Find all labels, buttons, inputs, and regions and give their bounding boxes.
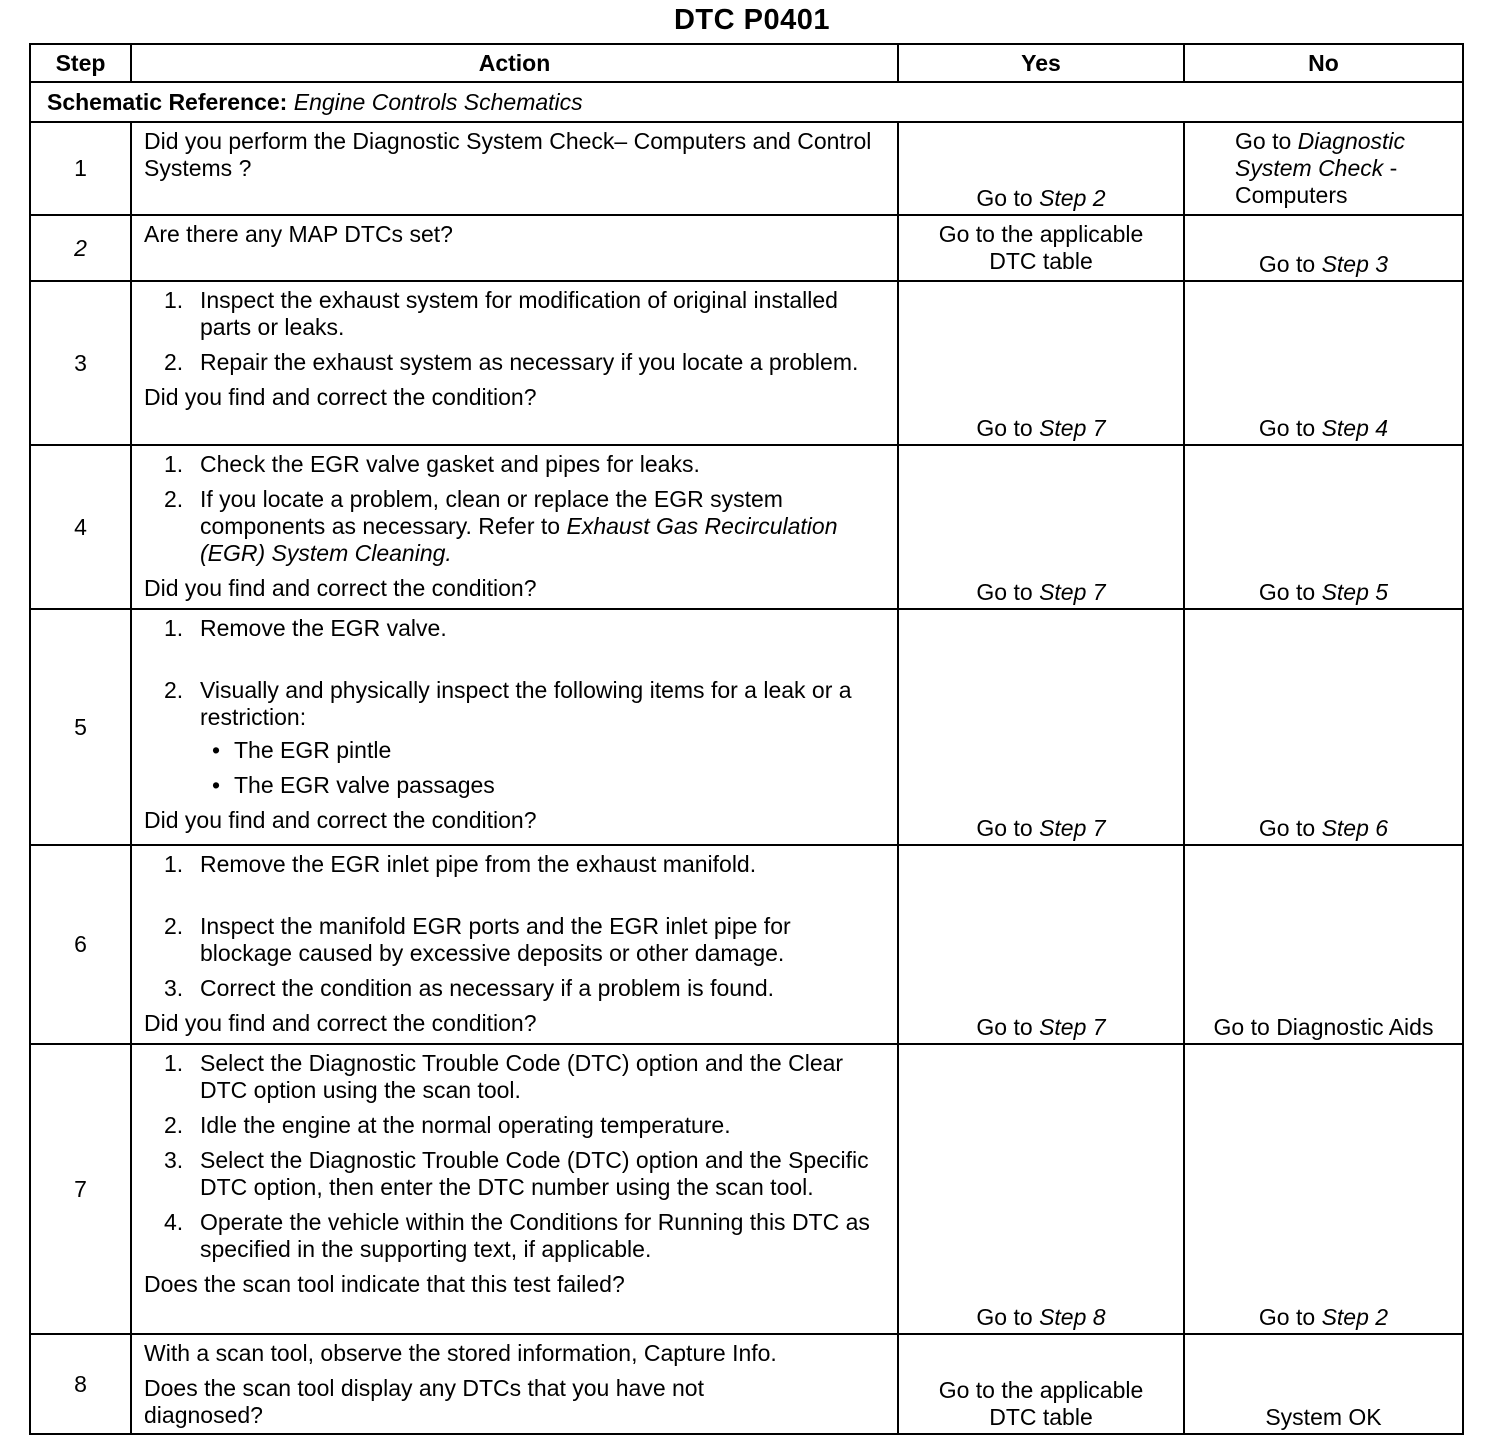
list-item-text: If you locate a problem, clean or replace the EGR system components as necessary. Refer to	[200, 486, 783, 539]
action-cell	[131, 122, 898, 215]
yes-link[interactable]: Step 7	[1039, 415, 1106, 441]
yes-prefix: Go to	[976, 415, 1040, 441]
step-number: 7	[30, 1044, 131, 1334]
step-number: 8	[30, 1334, 131, 1434]
no-cell	[1184, 122, 1463, 215]
yes-cell	[898, 215, 1184, 281]
schematic-reference	[30, 82, 1463, 122]
action-question: Does the scan tool display any DTCs that you have not diagnosed?	[144, 1375, 704, 1428]
list-item: 1. Inspect the exhaust system for modification of original installed parts or leaks.	[164, 287, 838, 340]
list-item: 1. Check the EGR valve gasket and pipes for leaks.	[164, 451, 700, 477]
header-action: Action	[131, 44, 898, 82]
no-prefix: Go to	[1258, 1304, 1322, 1330]
table-row	[30, 445, 1463, 609]
action-line: With a scan tool, observe the stored information, Capture Info.	[144, 1340, 777, 1366]
page-title: DTC P0401	[673, 4, 830, 36]
bullet-item: • The EGR valve passages	[200, 772, 885, 799]
list-item-text: Visually and physically inspect the following items for a leak or a restriction:	[200, 677, 852, 730]
action-question: Did you perform the Diagnostic System Check– Computers and Control Systems ?	[144, 128, 872, 181]
list-item-text: Inspect the manifold EGR ports and the EGR inlet pipe for blockage caused by excessive deposits or other damage.	[200, 913, 791, 966]
list-item: 2. Idle the engine at the normal operating temperature.	[164, 1112, 731, 1138]
yes-prefix: Go to	[976, 185, 1040, 211]
list-item-text: Check the EGR valve gasket and pipes for leaks.	[200, 451, 700, 477]
yes-prefix: Go to	[976, 815, 1040, 841]
action-cell	[131, 445, 898, 609]
step-number: 5	[30, 609, 131, 845]
no-prefix: Go to	[1258, 415, 1322, 441]
bullet-item: • The EGR pintle	[200, 737, 885, 764]
no-link[interactable]: Go to Diagnostic Aids	[1213, 1014, 1434, 1040]
table-row	[30, 609, 1463, 845]
list-item: 3. Correct the condition as necessary if a problem is found.	[164, 975, 775, 1001]
list-item: 1. Select the Diagnostic Trouble Code (DTC) option and the Clear DTC option using the scan tool.	[164, 1050, 844, 1103]
yes-prefix: Go to	[976, 1014, 1040, 1040]
schematic-label: Schematic Reference:	[47, 88, 288, 115]
step-number: 3	[30, 281, 131, 445]
list-item: 2. Visually and physically inspect the following items for a leak or a restriction:	[164, 677, 852, 730]
action-question: Are there any MAP DTCs set?	[144, 221, 453, 247]
action-cell	[131, 1044, 898, 1334]
no-link[interactable]: Step 6	[1321, 815, 1389, 841]
table-row	[30, 281, 1463, 445]
yes-link[interactable]: Step 7	[1039, 579, 1106, 605]
bullet-list	[144, 737, 885, 799]
yes-link[interactable]: Step 7	[1039, 1014, 1106, 1040]
step-number: 6	[30, 845, 131, 1044]
no-link[interactable]: Step 4	[1321, 415, 1389, 441]
no-prefix: Go to	[1258, 815, 1322, 841]
no-cell	[1184, 281, 1463, 445]
list-item-text: Correct the condition as necessary if a problem is found.	[200, 975, 775, 1001]
table-row	[30, 1044, 1463, 1334]
action-cell	[131, 281, 898, 445]
no-cell	[1184, 609, 1463, 845]
table-row	[30, 1334, 1463, 1434]
schematic-link[interactable]: Engine Controls Schematics	[293, 88, 583, 115]
list-item: 3. Select the Diagnostic Trouble Code (DTC) option and the Specific DTC option, then enter the DTC number using the scan tool.	[164, 1147, 869, 1200]
yes-text[interactable]: Go to the applicable DTC table	[938, 221, 1144, 274]
no-suffix: - Computers	[1235, 155, 1398, 208]
action-list	[144, 615, 885, 731]
no-cell	[1184, 1334, 1463, 1434]
yes-cell	[898, 445, 1184, 609]
action-question: Did you find and correct the condition?	[144, 575, 537, 601]
action-cell	[131, 845, 898, 1044]
yes-cell	[898, 1334, 1184, 1434]
header-yes: Yes	[898, 44, 1184, 82]
list-item: 4. Operate the vehicle within the Conditions for Running this DTC as specified in the supporting text, if applicable.	[164, 1209, 870, 1262]
no-cell	[1184, 215, 1463, 281]
table-row	[30, 215, 1463, 281]
action-list	[144, 1050, 885, 1263]
no-prefix: Go to	[1258, 251, 1322, 277]
action-list	[144, 851, 885, 1002]
list-item-text: Operate the vehicle within the Conditions for Running this DTC as specified in the supporting text, if applicable.	[200, 1209, 870, 1262]
yes-cell	[898, 845, 1184, 1044]
yes-cell	[898, 122, 1184, 215]
yes-text[interactable]: Go to the applicable DTC table	[938, 1377, 1144, 1430]
no-text: System OK	[1265, 1404, 1382, 1430]
yes-cell	[898, 1044, 1184, 1334]
action-question: Did you find and correct the condition?	[144, 384, 537, 410]
no-link[interactable]: Step 3	[1321, 251, 1389, 277]
yes-link[interactable]: Step 2	[1039, 185, 1106, 211]
action-question: Did you find and correct the condition?	[144, 807, 537, 833]
list-item: 1. Remove the EGR valve.	[164, 615, 447, 641]
reference-link[interactable]: Exhaust Gas Recirculation (EGR) System Cleaning.	[200, 513, 838, 566]
list-item-text: Remove the EGR inlet pipe from the exhaust manifold.	[200, 851, 757, 877]
action-list	[144, 287, 885, 376]
action-cell	[131, 1334, 898, 1434]
no-link[interactable]: Step 2	[1321, 1304, 1389, 1330]
action-list	[144, 451, 885, 567]
list-item-text: Select the Diagnostic Trouble Code (DTC) option and the Clear DTC option using the scan tool.	[200, 1050, 844, 1103]
no-prefix: Go to	[1258, 579, 1322, 605]
action-cell	[131, 609, 898, 845]
yes-cell	[898, 281, 1184, 445]
schematic-row	[30, 82, 1463, 122]
no-prefix: Go to	[1235, 128, 1298, 154]
action-cell	[131, 215, 898, 281]
no-cell	[1184, 445, 1463, 609]
yes-link[interactable]: Step 8	[1039, 1304, 1106, 1330]
table-row	[30, 122, 1463, 215]
list-item-text: Repair the exhaust system as necessary if you locate a problem.	[200, 349, 859, 375]
list-item-text: Inspect the exhaust system for modification of original installed parts or leaks.	[200, 287, 838, 340]
header-step: Step	[30, 44, 131, 82]
yes-prefix: Go to	[976, 1304, 1040, 1330]
list-item-text: Select the Diagnostic Trouble Code (DTC) option and the Specific DTC option, then enter the DTC number using the scan tool.	[200, 1147, 869, 1200]
table-row	[30, 845, 1463, 1044]
step-number: 4	[30, 445, 131, 609]
yes-cell	[898, 609, 1184, 845]
no-cell	[1184, 845, 1463, 1044]
list-item-text: Idle the engine at the normal operating temperature.	[200, 1112, 731, 1138]
no-link[interactable]: Step 5	[1321, 579, 1389, 605]
action-question: Does the scan tool indicate that this test failed?	[144, 1271, 625, 1297]
list-item: 2. If you locate a problem, clean or replace the EGR system components as necessary. Refer to Exhaust Gas Recirculation (EGR) System Cleaning.	[164, 486, 838, 566]
step-number: 2	[30, 215, 131, 281]
header-row	[30, 44, 1463, 82]
yes-prefix: Go to	[976, 579, 1040, 605]
yes-link[interactable]: Step 7	[1039, 815, 1106, 841]
header-no: No	[1184, 44, 1463, 82]
list-item-text: Remove the EGR valve.	[200, 615, 447, 641]
diagnostic-table	[29, 43, 1464, 1435]
list-item: 2. Inspect the manifold EGR ports and the EGR inlet pipe for blockage caused by excessive deposits or other damage.	[164, 913, 791, 966]
action-question: Did you find and correct the condition?	[144, 1010, 537, 1036]
list-item: 2. Repair the exhaust system as necessary if you locate a problem.	[164, 349, 859, 375]
no-link[interactable]: Diagnostic System Check	[1235, 128, 1406, 181]
step-number: 1	[30, 122, 131, 215]
list-item: 1. Remove the EGR inlet pipe from the exhaust manifold.	[164, 851, 757, 877]
no-cell	[1184, 1044, 1463, 1334]
